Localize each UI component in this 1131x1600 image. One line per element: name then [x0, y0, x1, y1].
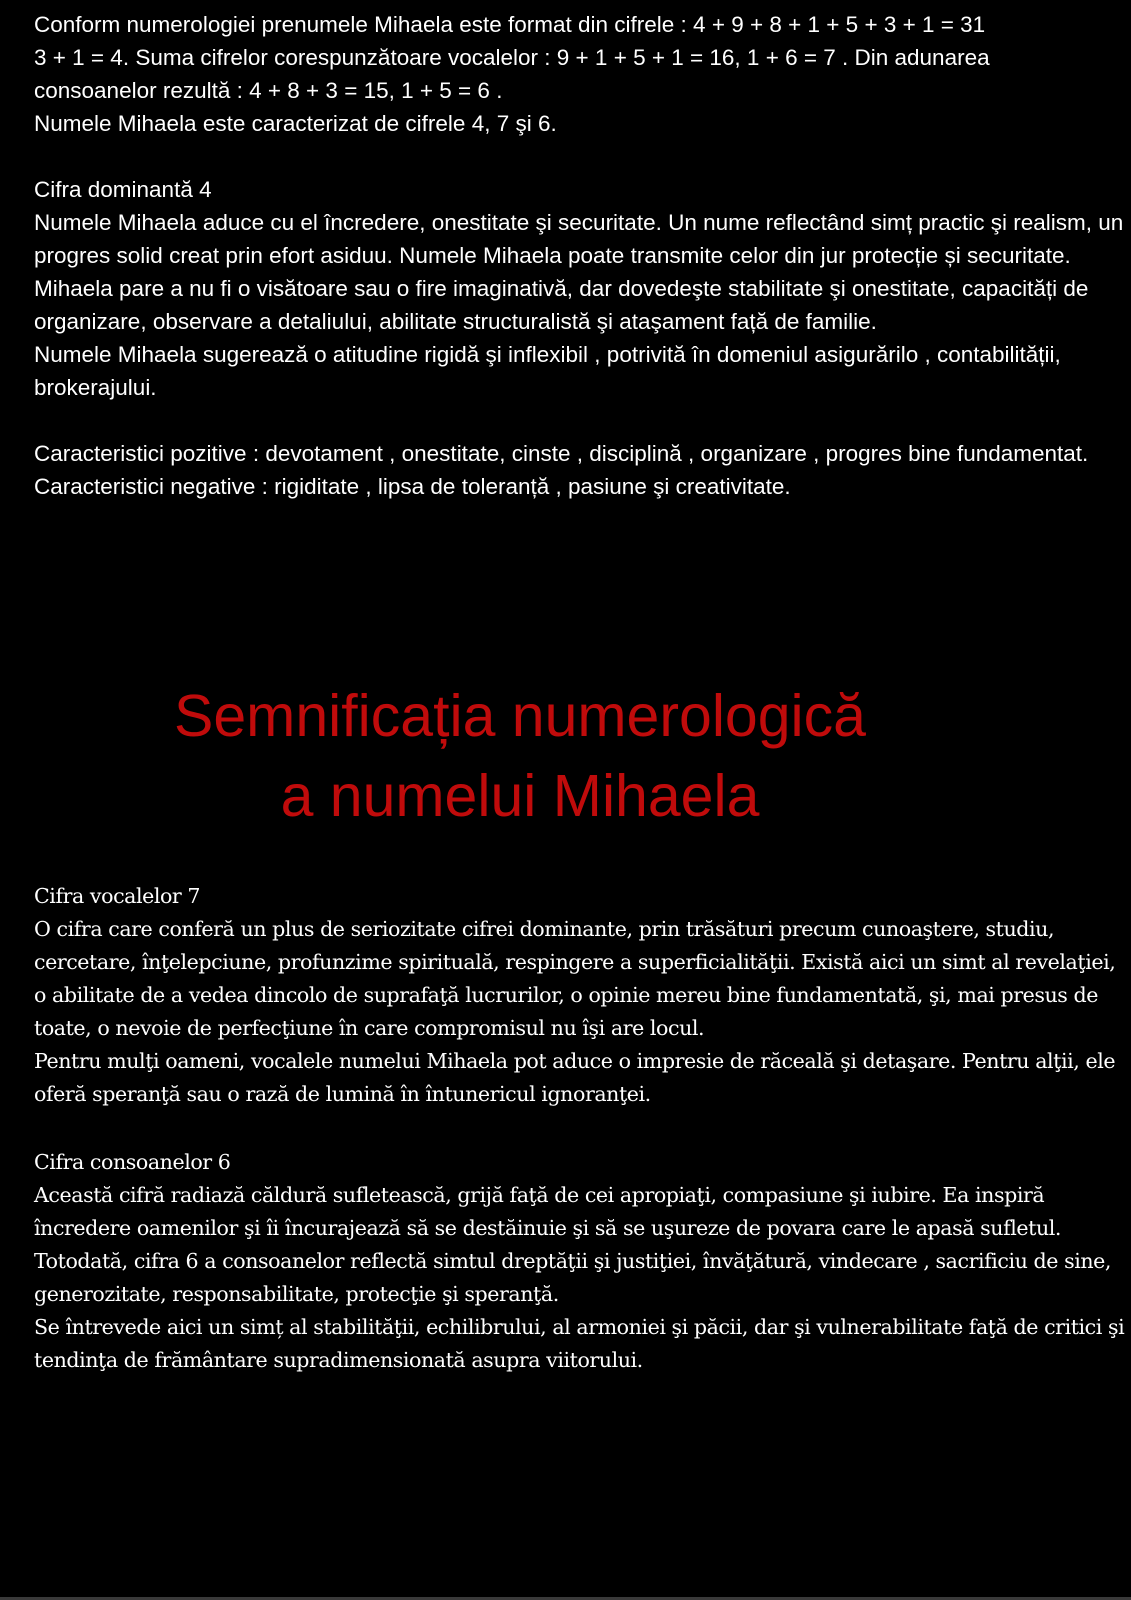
dominant-heading: Cifra dominantă 4 [34, 177, 212, 202]
negative-traits: Caracteristici negative : rigiditate , lipsa de toleranță , pasiune şi creativitate. [34, 474, 791, 499]
details-section [34, 880, 1126, 1377]
vowels-heading: Cifra vocalelor 7 [34, 884, 201, 908]
spacer [34, 404, 1124, 437]
consonants-heading: Cifra consoanelor 6 [34, 1150, 231, 1174]
positive-traits: Caracteristici pozitive : devotament , onestitate, cinste , disciplină , organizare , progres bine fundamentat. [34, 441, 1089, 466]
intro-line-1: Conform numerologiei prenumele Mihaela este format din cifrele : 4 + 9 + 8 + 1 + 5 + 3 + 1 = 31 [34, 12, 986, 37]
intro-section [34, 8, 1124, 503]
spacer [34, 140, 1124, 173]
dominant-paragraph-3: Numele Mihaela sugerează o atitudine rigidă şi inflexibil , potrivită în domeniul asigurărilo , contabilității, brokerajului. [34, 342, 1061, 400]
intro-line-2: 3 + 1 = 4. Suma cifrelor corespunzătoare vocalelor : 9 + 1 + 5 + 1 = 16, 1 + 6 = 7 . Din adunarea [34, 45, 990, 70]
consonants-paragraph-1: Această cifră radiază căldură sufletească, grijă faţă de cei apropiaţi, compasiune şi iubire. Ea inspiră încredere oamenilor şi îi încurajează să se destăinuie şi să se uşureze de povara care le apasă sufletul. [34, 1183, 1061, 1240]
intro-line-4: Numele Mihaela este caracterizat de cifrele 4, 7 şi 6. [34, 111, 557, 136]
dominant-paragraph-1: Numele Mihaela aduce cu el încredere, onestitate şi securitate. Un nume reflectând simț practic şi realism, un progres solid creat prin efort asiduu. Numele Mihaela poate transmite celor din jur protecție și securitate. [34, 210, 1124, 268]
consonants-paragraph-2: Totodată, cifra 6 a consoanelor reflectă simtul dreptăţii şi justiţiei, învăţătură, vindecare , sacrificiu de sine, generozitate, responsabilitate, protecţie şi speranţă. [34, 1249, 1112, 1306]
vowels-paragraph-2: Pentru mulţi oameni, vocalele numelui Mihaela pot aduce o impresie de răceală şi detaşare. Pentru alţii, ele oferă speranţă sau o rază de lumină în întunericul ignoranţei. [34, 1049, 1116, 1106]
consonants-paragraph-3: Se întrevede aici un simț al stabilităţii, echilibrului, al armoniei şi păcii, dar şi vulnerabilitate faţă de critici şi tendinţa de frământare supradimensionată asupra viitorului. [34, 1315, 1125, 1372]
title-line-2: a numelui Mihaela [280, 763, 760, 829]
dominant-paragraph-2: Mihaela pare a nu fi o visătoare sau o fire imaginativă, dar dovedeşte stabilitate şi onestitate, capacități de organizare, observare a detaliului, abilitate structuralistă şi ataşament față de familie. [34, 276, 1089, 334]
intro-line-3: consoanelor rezultă : 4 + 8 + 3 = 15, 1 + 5 = 6 . [34, 78, 503, 103]
vowels-paragraph-1: O cifra care conferă un plus de seriozitate cifrei dominante, prin trăsături precum cunoaştere, studiu, cercetare, înţelepciune, profunzime spirituală, respingere a superficialităţii. Există aici un simt al revelaţiei, o abilitate de a vedea dincolo de suprafaţă lucrurilor, o opinie mereu bine fundamentată, şi, mai presus de toate, o nevoie de perfecţiune în care compromisul nu îşi are locul. [34, 917, 1116, 1040]
spacer [34, 1111, 1126, 1146]
page-title [0, 676, 1040, 836]
title-line-1: Semnificația numerologică [174, 683, 866, 749]
